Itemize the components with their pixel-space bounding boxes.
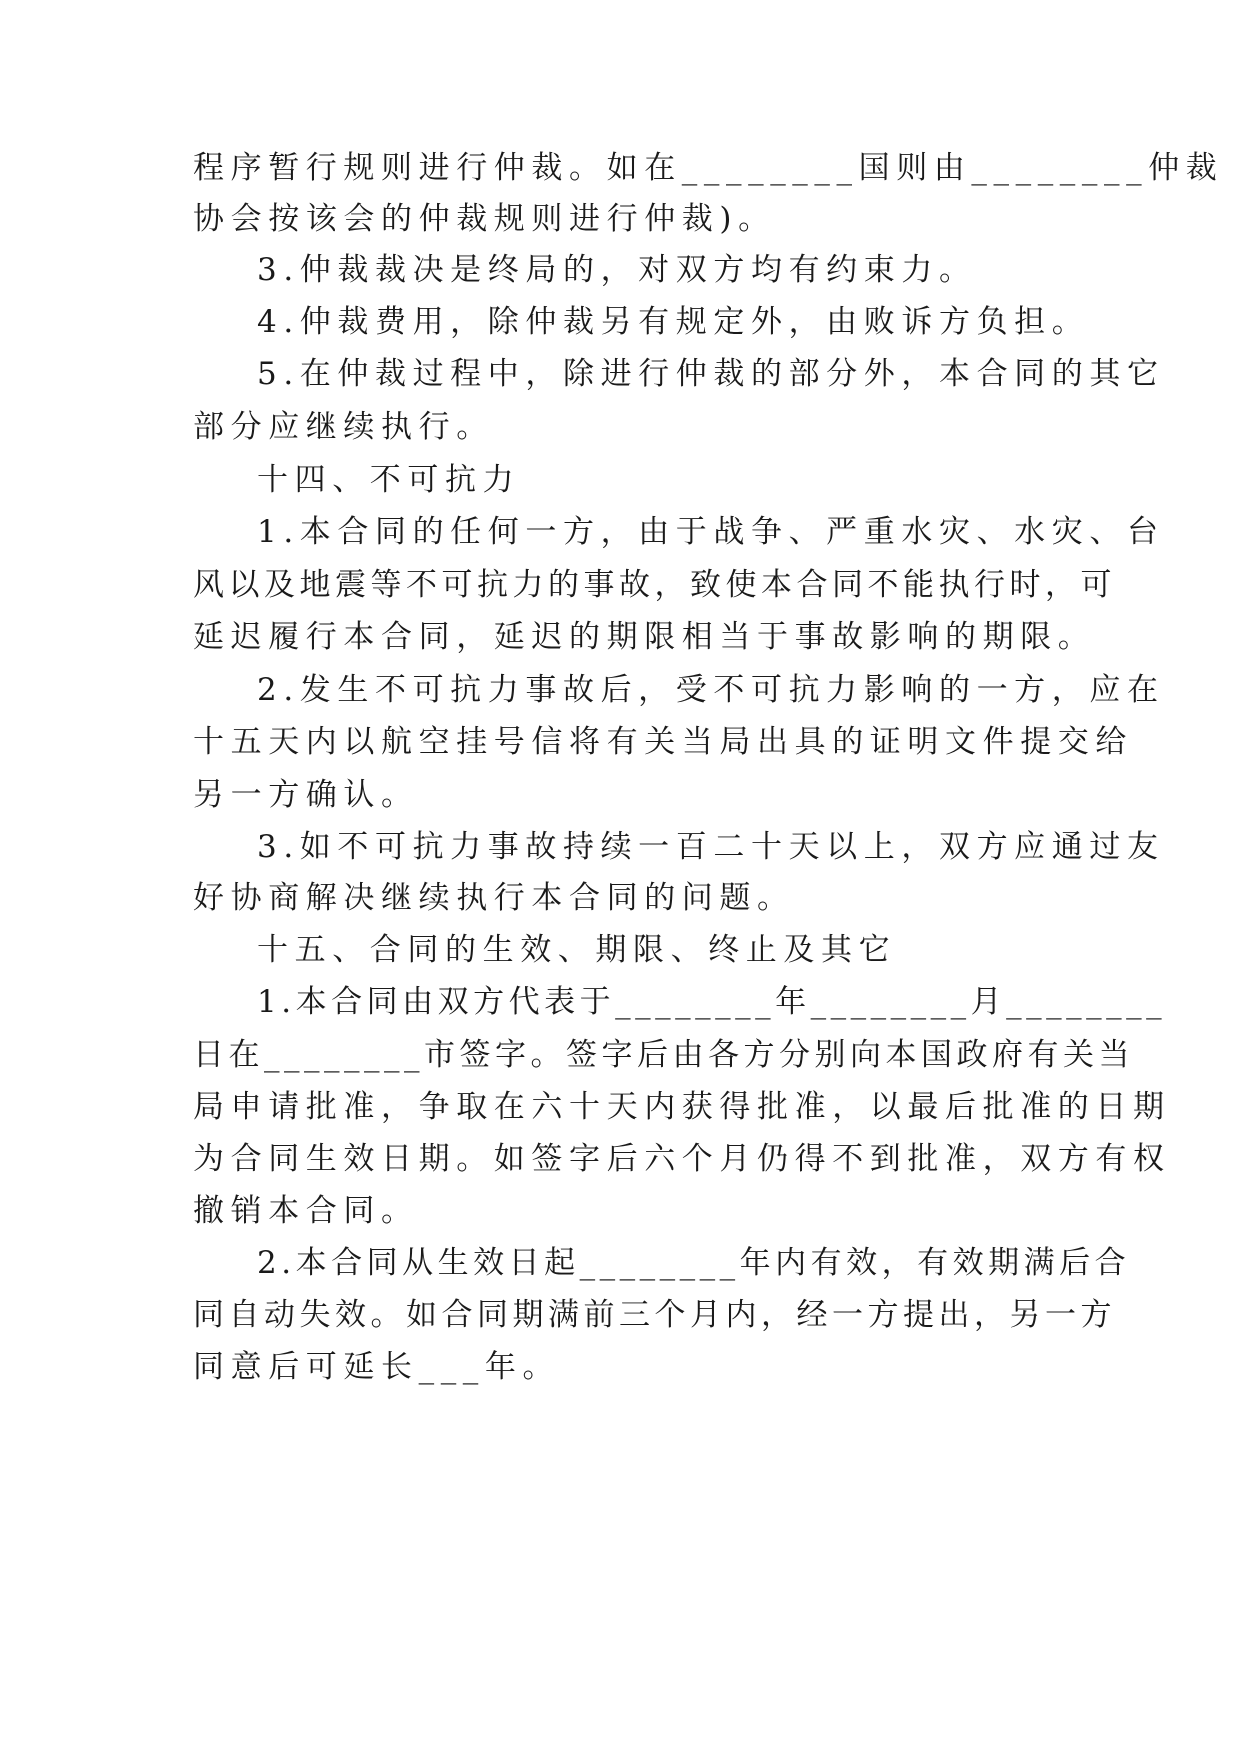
section-heading: 十五、合同的生效、期限、终止及其它 bbox=[257, 932, 897, 968]
text-line: 2.发生不可抗力事故后，受不可抗力影响的一方，应在 bbox=[257, 672, 1165, 708]
text-line: 好协商解决继续执行本合同的问题。 bbox=[193, 880, 795, 916]
text-line: 撤销本合同。 bbox=[193, 1193, 419, 1229]
text-line: 5.在仲裁过程中，除进行仲裁的部分外，本合同的其它 bbox=[257, 356, 1165, 392]
text-line: 3.仲裁裁决是终局的，对双方均有约束力。 bbox=[257, 252, 977, 288]
text-line: 局申请批准，争取在六十天内获得批准，以最后批准的日期 bbox=[193, 1089, 1171, 1125]
text-line: 同意后可延长___年。 bbox=[193, 1349, 561, 1385]
text-line: 部分应继续执行。 bbox=[193, 409, 494, 445]
text-line: 风以及地震等不可抗力的事故，致使本合同不能执行时，可 bbox=[193, 567, 1116, 603]
text-line: 2.本合同从生效日起________年内有效，有效期满后合 bbox=[257, 1245, 1131, 1281]
text-line: 十五天内以航空挂号信将有关当局出具的证明文件提交给 bbox=[193, 724, 1133, 760]
text-line: 同自动失效。如合同期满前三个月内，经一方提出，另一方 bbox=[193, 1297, 1116, 1333]
section-heading: 十四、不可抗力 bbox=[257, 462, 521, 498]
text-line: 延迟履行本合同，延迟的期限相当于事故影响的期限。 bbox=[193, 619, 1096, 655]
text-line: 协会按该会的仲裁规则进行仲裁)。 bbox=[193, 201, 776, 237]
text-line: 为合同生效日期。如签字后六个月仍得不到批准，双方有权 bbox=[193, 1141, 1171, 1177]
text-line: 日在________市签字。签字后由各方分别向本国政府有关当 bbox=[193, 1037, 1134, 1073]
text-line: 另一方确认。 bbox=[193, 777, 419, 813]
text-line: 1.本合同的任何一方，由于战争、严重水灾、水灾、台 bbox=[257, 514, 1165, 550]
text-line: 程序暂行规则进行仲裁。如在________国则由________仲裁 bbox=[193, 150, 1224, 186]
text-line: 3.如不可抗力事故持续一百二十天以上，双方应通过友 bbox=[257, 829, 1165, 865]
text-line: 4.仲裁费用，除仲裁另有规定外，由败诉方负担。 bbox=[257, 304, 1090, 340]
text-line: 1.本合同由双方代表于________年________月________ bbox=[257, 984, 1167, 1020]
